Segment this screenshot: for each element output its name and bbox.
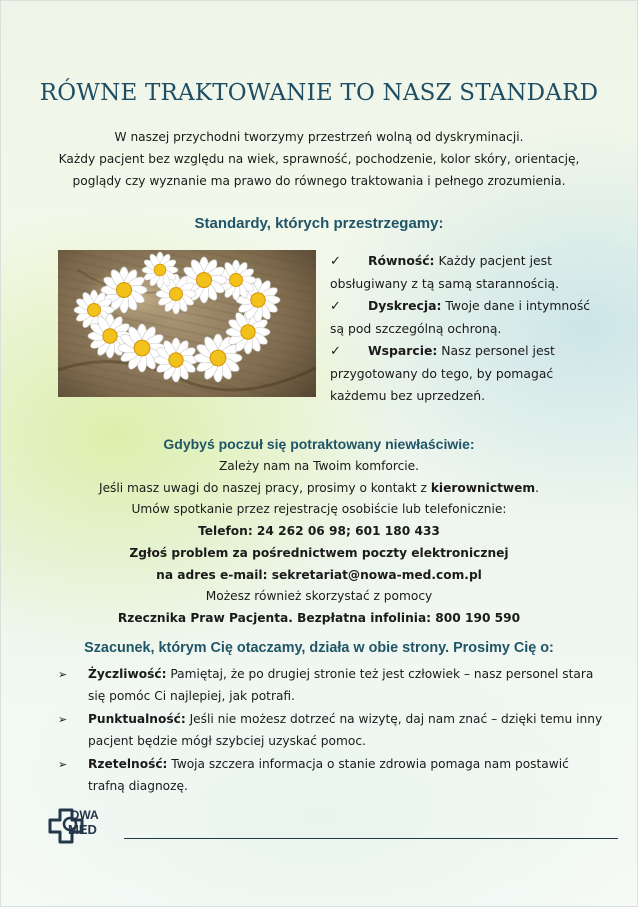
report-line (20, 478, 618, 500)
intro-line: Każdy pacjent bez względu na wiek, sprawność, pochodzenie, kolor skóry, orientację, (58, 152, 580, 166)
nowa-med-logo (48, 806, 128, 846)
daisy-heart-photo (58, 250, 316, 397)
list-item (58, 664, 603, 707)
standard-text: są pod szczególną ochroną. (330, 321, 502, 336)
standard-term: Wsparcie: (368, 343, 438, 358)
report-section (20, 456, 618, 630)
checkmark-icon: ✓ (330, 344, 341, 359)
intro-line: W naszej przychodni tworzymy przestrzeń wolną od dyskryminacji. (114, 130, 524, 144)
list-item (330, 250, 595, 295)
list-item (58, 709, 603, 752)
respect-text: Twoja szczera informacja o stanie zdrowia pomaga nam postawić (167, 757, 569, 771)
standard-text: przygotowany do tego, by pomagać (330, 366, 554, 381)
arrow-bullet-icon: ➢ (58, 668, 68, 681)
list-item (330, 295, 595, 340)
respect-text: Pamiętaj, że po drugiej stronie też jest człowiek – nasz personel stara (166, 667, 594, 681)
list-item (330, 340, 595, 407)
footer-divider (124, 838, 618, 839)
standard-text: Nasz personel jest (437, 343, 555, 358)
standards-list (330, 250, 595, 407)
respect-term: Punktualność: (88, 712, 186, 726)
report-heading: Gdybyś poczuł się potraktowany niewłaściwie: (163, 436, 475, 452)
intro-paragraph (20, 126, 618, 192)
arrow-bullet-icon: ➢ (58, 713, 68, 726)
standard-text: Każdy pacjent jest (434, 253, 552, 268)
standards-heading: Standardy, których przestrzegamy: (194, 215, 444, 232)
report-text: Jeśli masz uwagi do naszej pracy, prosimy o kontakt z (98, 480, 431, 495)
list-item (58, 754, 603, 797)
checkmark-icon: ✓ (330, 299, 341, 314)
standard-term: Równość: (368, 253, 435, 268)
logo-text-top: OWA (70, 808, 99, 822)
arrow-bullet-icon: ➢ (58, 758, 68, 771)
email-intro: Zgłoś problem za pośrednictwem poczty elektronicznej (129, 545, 509, 560)
respect-text: trafną diagnozę. (88, 778, 188, 793)
email-address: na adres e-mail: sekretariat@nowa-med.com.pl (156, 567, 482, 582)
standard-text: Twoje dane i intymność (441, 298, 591, 313)
page-title: RÓWNE TRAKTOWANIE TO NASZ STANDARD (39, 80, 599, 106)
report-line: Możesz również skorzystać z pomocy (205, 589, 433, 604)
respect-text: pacjent będzie mógł szybciej uzyskać pomoc. (88, 733, 366, 748)
respect-term: Rzetelność: (88, 757, 168, 771)
report-text: . (535, 480, 540, 495)
standard-text: każdemu bez uprzedzeń. (330, 388, 486, 403)
report-line: Zależy nam na Twoim komforcie. (218, 459, 420, 473)
standard-text: obsługiwany z tą samą starannością. (330, 276, 560, 291)
respect-text: Jeśli nie możesz dotrzeć na wizytę, daj nam znać – dzięki temu inny (185, 712, 603, 726)
respect-term: Życzliwość: (88, 667, 167, 681)
respect-text: się pomóc Ci najlepiej, jak potrafi. (88, 688, 295, 703)
intro-line: poglądy czy wyznanie ma prawo do równego traktowania i pełnego zrozumienia. (72, 174, 566, 188)
phone-numbers: Telefon: 24 262 06 98; 601 180 433 (198, 524, 440, 539)
respect-heading: Szacunek, którym Cię otaczamy, działa w obie strony. Prosimy Cię o: (84, 640, 554, 656)
ombudsman-hotline: Rzecznika Praw Pacjenta. Bezpłatna infolinia: 800 190 590 (117, 610, 521, 625)
report-line: Umów spotkanie przez rejestrację osobiście lub telefonicznie: (131, 502, 507, 517)
logo-text-bottom: MED (68, 822, 97, 837)
daisy-heart-illustration (58, 250, 316, 397)
management-text: kierownictwem (430, 480, 536, 495)
respect-list (58, 664, 603, 799)
checkmark-icon: ✓ (330, 254, 341, 269)
standard-term: Dyskrecja: (368, 298, 442, 313)
